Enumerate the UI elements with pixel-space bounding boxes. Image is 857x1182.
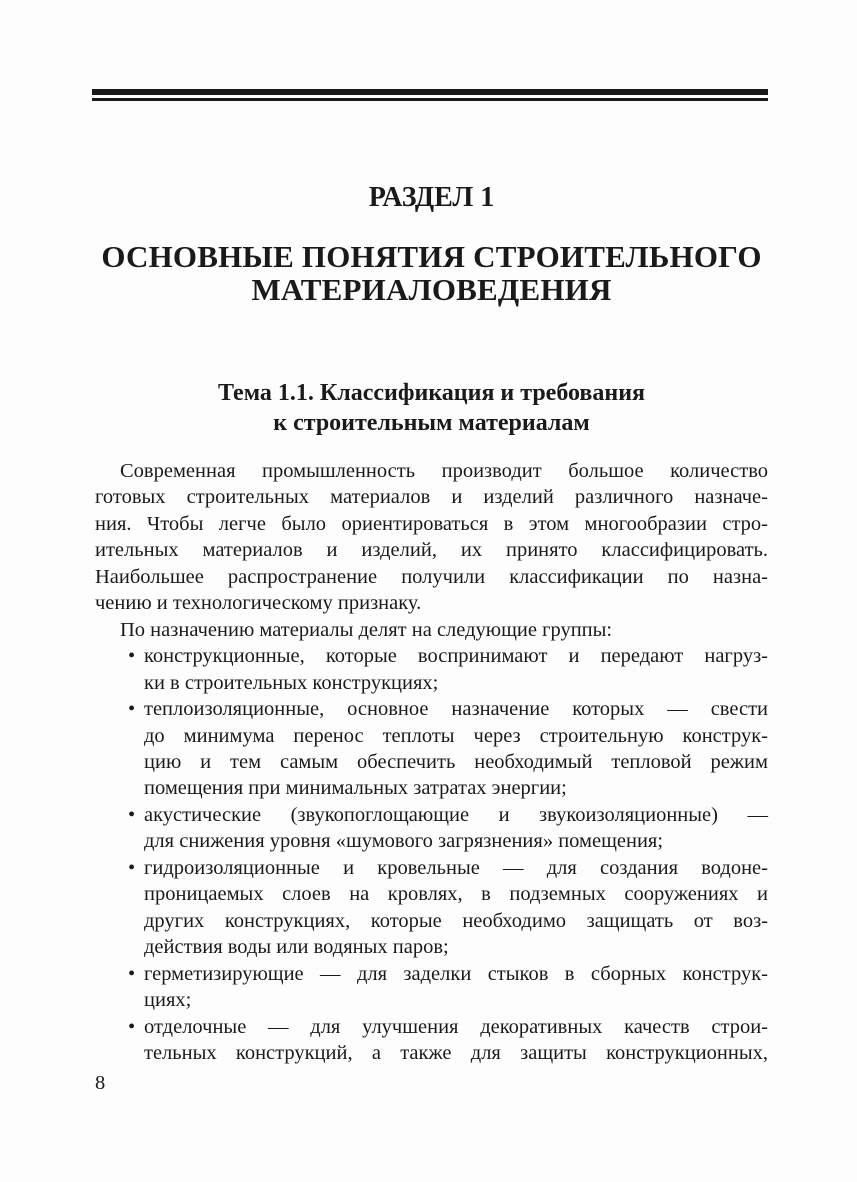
bullet-item [95, 802, 768, 855]
page-number: 8 [95, 1072, 106, 1094]
body-text [95, 458, 768, 1066]
header-rule-thick-bar [92, 89, 768, 95]
text-line: действия воды или водяных паров; [144, 936, 449, 959]
header-rule [92, 89, 768, 101]
bullet-marker: • [128, 645, 136, 668]
header-rule-thin-bar [92, 98, 768, 101]
text-line: других конструкциях, которые необходимо защищать от воз- [144, 909, 768, 932]
bullet-marker: • [128, 1015, 136, 1038]
text-line: цию и тем самым обеспечить необходимый тепловой режим [144, 750, 768, 773]
topic-title-line: Тема 1.1. Классификация и требования [217, 380, 646, 406]
text-line: Современная промышленность производит большое количество [120, 460, 768, 482]
section-title [95, 240, 768, 306]
bullet-marker: • [128, 856, 136, 879]
text-line: чению и технологическому признаку. [95, 592, 422, 615]
text-line: помещения при минимальных затратах энергии; [144, 777, 567, 800]
text-line: гидроизоляционные и кровельные — для создания водоне- [144, 856, 768, 879]
bullet-item [95, 643, 768, 696]
bullet-item [95, 1014, 768, 1067]
text-line: акустические (звукопоглощающие и звукоизоляционные) — [144, 803, 768, 826]
section-title-line: ОСНОВНЫЕ ПОНЯТИЯ СТРОИТЕЛЬНОГО [101, 239, 762, 274]
text-line: циях; [144, 989, 192, 1012]
text-line: Наибольшее распространение получили классификации по назна- [95, 565, 768, 588]
text-line: ительных материалов и изделий, их принято классифицировать. [95, 539, 768, 562]
paragraph [95, 617, 768, 643]
bullet-item [95, 696, 768, 802]
text-line: готовых строительных материалов и изделий различного назначе- [95, 486, 768, 509]
bullet-marker: • [128, 698, 136, 721]
topic-title [95, 378, 768, 438]
text-line: проницаемых слоев на кровлях, в подземных сооружениях и [144, 883, 768, 906]
text-line: ки в строительных конструкциях; [144, 671, 439, 694]
section-title-line: МАТЕРИАЛОВЕДЕНИЯ [251, 272, 612, 307]
text-line: отделочные — для улучшения декоративных качеств строи- [144, 1015, 768, 1038]
text-line: до минимума перенос теплоты через строительную конструк- [144, 724, 768, 747]
topic-title-line: к строительным материалам [273, 410, 590, 436]
paragraph [95, 458, 768, 617]
text-line: для снижения уровня «шумового загрязнения» помещения; [144, 830, 664, 853]
bullet-marker: • [128, 803, 136, 826]
bullet-item [95, 961, 768, 1014]
text-line: конструкционные, которые воспринимают и передают нагруз- [144, 645, 768, 668]
text-line: тельных конструкций, а также для защиты конструкционных, [144, 1041, 768, 1064]
section-kicker: РАЗДЕЛ 1 [368, 182, 495, 213]
text-line: герметизирующие — для заделки стыков в сборных конструк- [144, 962, 768, 985]
text-line: ния. Чтобы легче было ориентироваться в этом многообразии стро- [95, 512, 768, 535]
text-line: По назначению материалы делят на следующие группы: [120, 618, 613, 641]
bullet-marker: • [128, 962, 136, 985]
text-line: теплоизоляционные, основное назначение которых — свести [144, 698, 768, 721]
bullet-item [95, 855, 768, 961]
